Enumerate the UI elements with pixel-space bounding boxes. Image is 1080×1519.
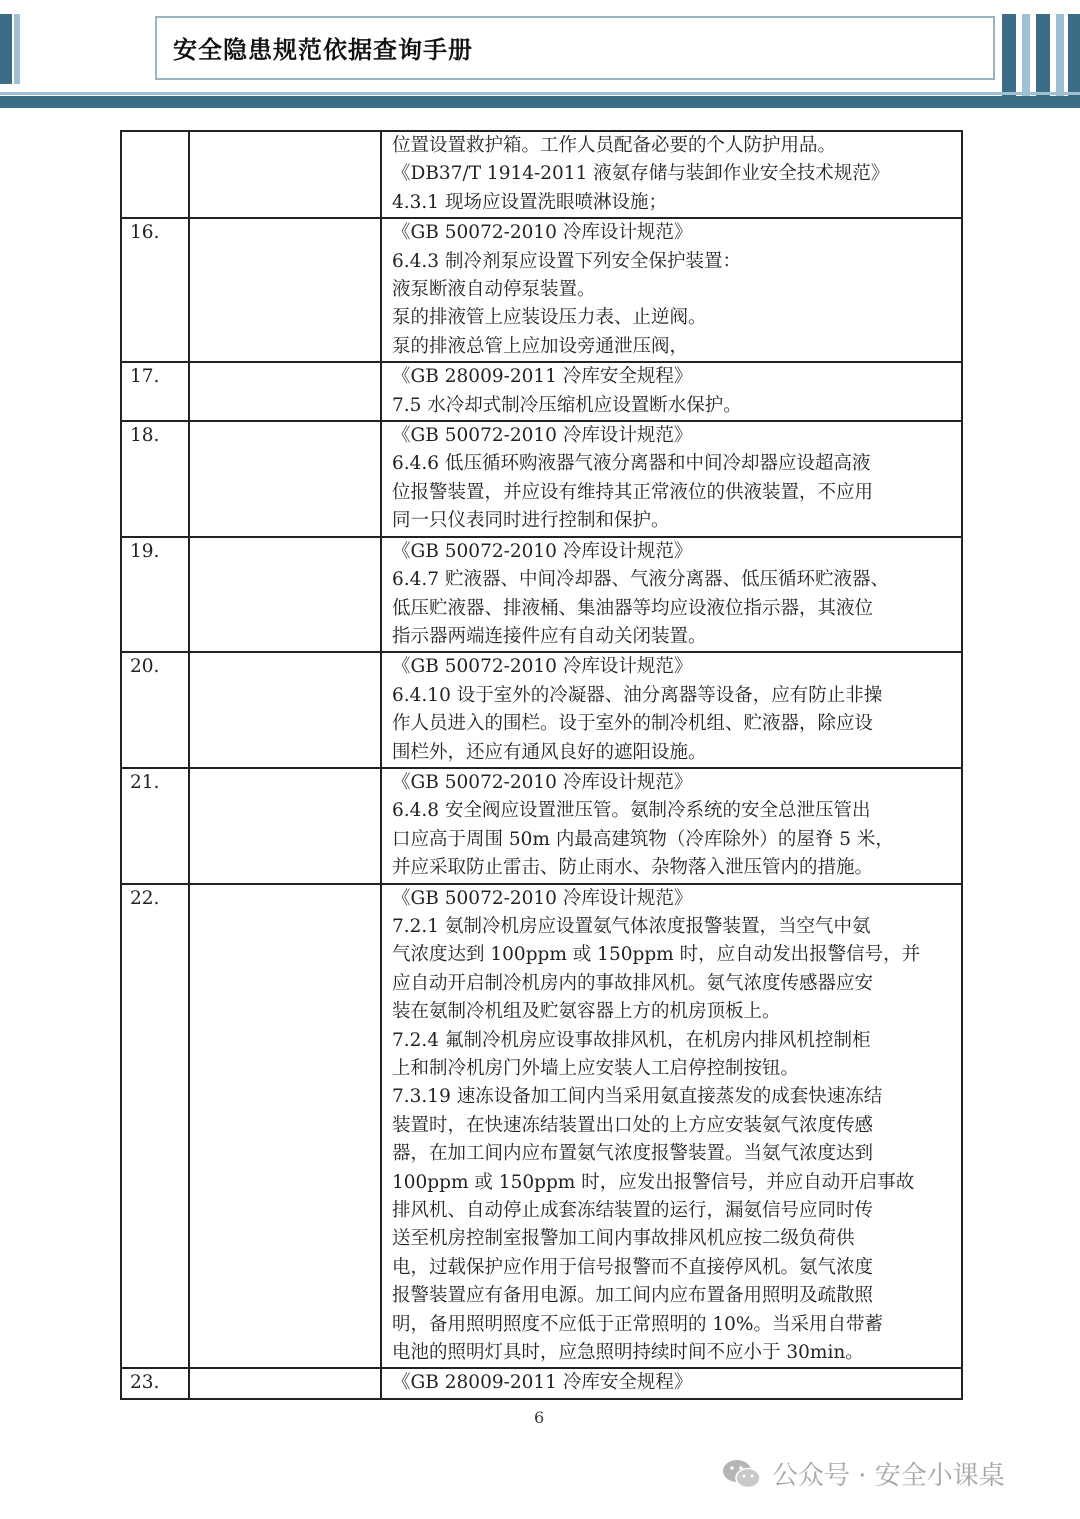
basis-line: 泵的排液管上应装设压力表、止逆阀。: [392, 307, 707, 329]
row-item: [189, 131, 381, 218]
row-basis: [381, 362, 962, 421]
table-row: [121, 131, 962, 218]
row-number: 16.: [121, 218, 189, 362]
basis-line: 液泵断液自动停泵装置。: [392, 279, 596, 301]
header-accent-left: [0, 14, 12, 84]
basis-line: 6.4.3 制冷剂泵应设置下列安全保护装置：: [392, 250, 741, 272]
basis-line: 泵的排液总管上应加设旁通泄压阀，: [392, 335, 689, 357]
table-row: [121, 768, 962, 884]
row-number: 22.: [121, 884, 189, 1369]
basis-line: 100ppm 或 150ppm 时，应发出报警信号，并应自动开启事故: [392, 1171, 915, 1193]
basis-line: 气浓度达到 100ppm 或 150ppm 时，应自动发出报警信号，并: [392, 944, 921, 966]
row-number: 23.: [121, 1368, 189, 1398]
row-basis: [381, 652, 962, 768]
row-basis: [381, 537, 962, 653]
basis-line: 低压贮液器、排液桶、集油器等均应设液位指示器，其液位: [392, 597, 874, 619]
row-basis: [381, 218, 962, 362]
basis-line: 装在氨制冷机组及贮氨容器上方的机房顶板上。: [392, 1001, 781, 1023]
basis-line: 作人员进入的围栏。设于室外的制冷机组、贮液器，除应设: [392, 713, 874, 735]
row-item: [189, 218, 381, 362]
row-item: [189, 884, 381, 1369]
basis-line: 7.3.19 速冻设备加工间内当采用氨直接蒸发的成套快速冻结: [392, 1086, 883, 1108]
basis-line: 《GB 50072-2010 冷库设计规范》: [392, 656, 693, 678]
basis-line: 同一只仪表同时进行控制和保护。: [392, 510, 670, 532]
basis-line: 《GB 50072-2010 冷库设计规范》: [392, 771, 693, 793]
basis-line: 排风机、自动停止成套冻结装置的运行，漏氨信号应同时传: [392, 1200, 874, 1222]
table-row: [121, 652, 962, 768]
header-rule: [0, 96, 1080, 108]
basis-line: 4.3.1 现场应设置洗眼喷淋设施；: [392, 191, 667, 213]
row-basis: [381, 768, 962, 884]
basis-line: 指示器两端连接件应有自动关闭装置。: [392, 625, 707, 647]
row-number: 21.: [121, 768, 189, 884]
basis-line: 《GB 50072-2010 冷库设计规范》: [392, 222, 693, 244]
table-row: [121, 421, 962, 537]
row-number: 18.: [121, 421, 189, 537]
table-row: [121, 218, 962, 362]
basis-line: 电，过载保护应作用于信号报警而不直接停风机。氨气浓度: [392, 1256, 874, 1278]
row-item: [189, 537, 381, 653]
basis-line: 6.4.6 低压循环购液器气液分离器和中间冷却器应设超高液: [392, 453, 871, 475]
basis-line: 口应高于周围 50m 内最高建筑物（冷库除外）的屋脊 5 米，: [392, 828, 894, 850]
basis-line: 围栏外，还应有通风良好的遮阳设施。: [392, 741, 707, 763]
basis-line: 7.5 水冷却式制冷压缩机应设置断水保护。: [392, 394, 742, 416]
basis-line: 器，在加工间内应布置氨气浓度报警装置。当氨气浓度达到: [392, 1143, 874, 1165]
basis-line: 6.4.10 设于室外的冷凝器、油分离器等设备，应有防止非操: [392, 684, 883, 706]
watermark-text: 公众号 · 安全小课桌: [772, 1461, 1005, 1491]
row-number: 20.: [121, 652, 189, 768]
header-title-box: [155, 16, 995, 80]
row-item: [189, 1368, 381, 1398]
basis-line: 位置设置救护箱。工作人员配备必要的个人防护用品。: [392, 135, 837, 156]
regulation-table: [120, 130, 963, 1400]
basis-line: 并应采取防止雷击、防止雨水、杂物落入泄压管内的措施。: [392, 857, 874, 879]
basis-line: 装置时，在快速冻结装置出口处的上方应安装氨气浓度传感: [392, 1114, 874, 1136]
basis-line: 6.4.7 贮液器、中间冷却器、气液分离器、低压循环贮液器、: [392, 569, 889, 591]
document-title: 安全隐患规范依据查询手册: [173, 36, 473, 64]
basis-line: 《GB 50072-2010 冷库设计规范》: [392, 887, 693, 909]
row-number: 17.: [121, 362, 189, 421]
basis-line: 《GB 28009-2011 冷库安全规程》: [392, 1372, 693, 1394]
wechat-icon: [722, 1457, 762, 1491]
page-number: 6: [534, 1408, 545, 1427]
row-basis: [381, 421, 962, 537]
row-item: [189, 768, 381, 884]
basis-line: 位报警装置，并应设有维持其正常液位的供液装置，不应用: [392, 481, 874, 503]
table-row: [121, 1368, 962, 1398]
basis-line: 应自动开启制冷机房内的事故排风机。氨气浓度传感器应安: [392, 972, 874, 994]
row-item: [189, 652, 381, 768]
basis-line: 电池的照明灯具时，应急照明持续时间不应小于 30min。: [392, 1342, 864, 1364]
table-row: [121, 537, 962, 653]
row-basis: [381, 884, 962, 1369]
row-item: [189, 421, 381, 537]
basis-line: 报警装置应有备用电源。加工间内应布置备用照明及疏散照: [392, 1285, 874, 1307]
basis-line: 6.4.8 安全阀应设置泄压管。氨制冷系统的安全总泄压管出: [392, 800, 871, 822]
table-row: [121, 362, 962, 421]
basis-line: 《GB 28009-2011 冷库安全规程》: [392, 366, 693, 388]
row-number: [121, 131, 189, 218]
basis-line: 明，备用照明照度不应低于正常照明的 10%。当采用自带蓄: [392, 1313, 884, 1335]
row-basis: [381, 1368, 962, 1398]
basis-line: 送至机房控制室报警加工间内事故排风机应按二级负荷供: [392, 1228, 855, 1250]
watermark: [722, 1455, 1005, 1492]
basis-line: 《GB 50072-2010 冷库设计规范》: [392, 425, 693, 447]
row-item: [189, 362, 381, 421]
basis-line: 《DB37/T 1914-2011 液氨存储与装卸作业安全技术规范》: [392, 163, 890, 185]
row-basis: [381, 131, 962, 218]
header-accent-left-light: [14, 14, 20, 84]
basis-line: 7.2.4 氟制冷机房应设事故排风机，在机房内排风机控制柜: [392, 1029, 871, 1051]
basis-line: 上和制冷机房门外墙上应安装人工启停控制按钮。: [392, 1058, 800, 1079]
basis-line: 7.2.1 氨制冷机房应设置氨气体浓度报警装置，当空气中氨: [392, 915, 871, 937]
basis-line: 《GB 50072-2010 冷库设计规范》: [392, 540, 693, 562]
table-row: [121, 884, 962, 1369]
row-number: 19.: [121, 537, 189, 653]
header-rule-light: [0, 92, 1080, 95]
